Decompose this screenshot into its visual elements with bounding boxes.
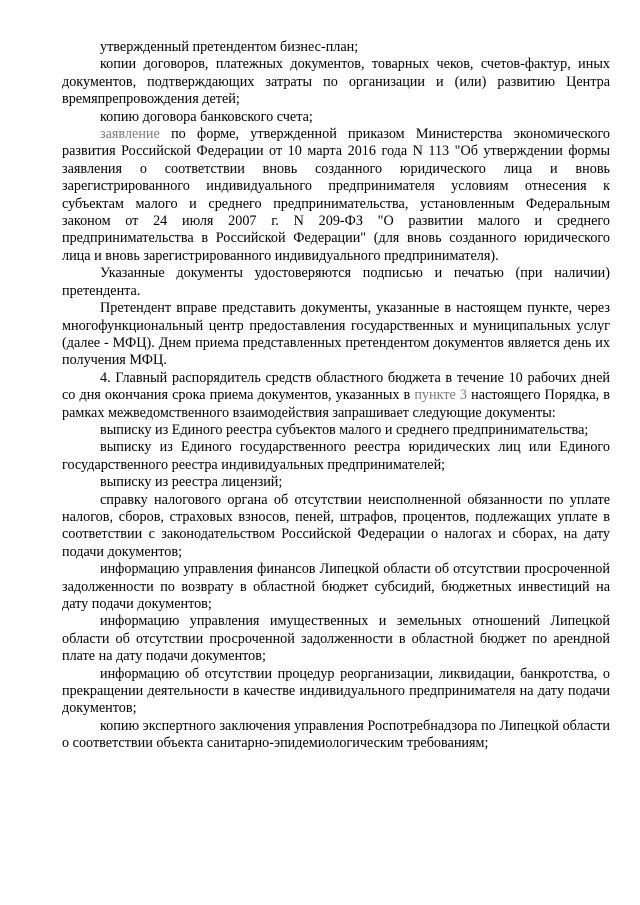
paragraph-mfc: Претендент вправе представить документы, указанные в настоящем пункте, через многофункциональный центр предоставления государственных и муниципальных услуг (далее - МФЦ). Днем приема представленных претендентом документов является день их получения МФЦ.: [62, 300, 610, 369]
paragraph-state-registry: выписку из Единого государственного реестра юридических лиц или Единого государственного реестра индивидуальных предпринимателей;: [62, 439, 610, 473]
paragraph-item-4: 4. Главный распорядитель средств областного бюджета в течение 10 рабочих дней со дня окончания срока приема документов, указанных в пункте 3 настоящего Порядка, в рамках межведомственного взаимодействия запрашивает следующие документы:: [62, 369, 611, 421]
paragraph-bank-account: копию договора банковского счета;: [100, 108, 313, 125]
document-body: [62, 39, 610, 753]
paragraph-finance-info: информацию управления финансов Липецкой области об отсутствии просроченной задолженности по возврату в областной бюджет субсидий, бюджетных инвестиций на дату подачи документов;: [62, 561, 610, 612]
paragraph-property-info: информацию управления имущественных и земельных отношений Липецкой области об отсутствии просроченной задолженности в областной бюджет по арендной плате на дату подачи документов;: [62, 613, 610, 665]
paragraph-contract-copies: копии договоров, платежных документов, товарных чеков, счетов-фактур, иных документов, подтверждающих затраты по организации и (или) развитию Центра времяпрепровождения детей;: [62, 56, 610, 108]
paragraph-business-plan: утвержденный претендентом бизнес-план;: [100, 39, 359, 55]
clause-3-link[interactable]: пункте 3: [414, 387, 468, 404]
paragraph-sanitary-conclusion: копию экспертного заключения управления Роспотребнадзора по Липецкой области о соответствии объекта санитарно-эпидемиологическим требованиям;: [62, 717, 610, 752]
paragraph-application-form: заявление по форме, утвержденной приказом Министерства экономического развития Российской Федерации от 10 марта 2016 года N 113 "Об утверждении формы заявления о соответствии вновь созданного юридического лица и вновь зарегистрированного индивидуального предпринимателя условиям отнесения к субъектам малого и среднего предпринимательства, установленным Федеральным законом от 24 июля 2007 г. N 209-ФЗ "О развитии малого и среднего предпринимательства в Российской Федерации" (для вновь созданного юридического лица и вновь зарегистрированного индивидуального предпринимателя).: [62, 126, 610, 264]
paragraph-signature: Указанные документы удостоверяются подписью и печатью (при наличии) претендента.: [62, 265, 610, 299]
paragraph-license-registry: выписку из реестра лицензий;: [100, 474, 283, 491]
paragraph-reorganization-info: информацию об отсутствии процедур реорганизации, ликвидации, банкротства, о прекращении деятельности в качестве индивидуального предпринимателя на дату подачи документов;: [62, 665, 610, 717]
paragraph-sme-registry: выписку из Единого реестра субъектов малого и среднего предпринимательства;: [100, 421, 589, 438]
paragraph-tax-certificate: справку налогового органа об отсутствии неисполненной обязанности по уплате налогов, сборов, страховых взносов, пеней, штрафов, процентов, подлежащих уплате в соответствии с законодательством Российской Федерации о налогах и сборах, на дату подачи документов;: [62, 491, 610, 560]
application-link[interactable]: заявление: [100, 126, 160, 143]
